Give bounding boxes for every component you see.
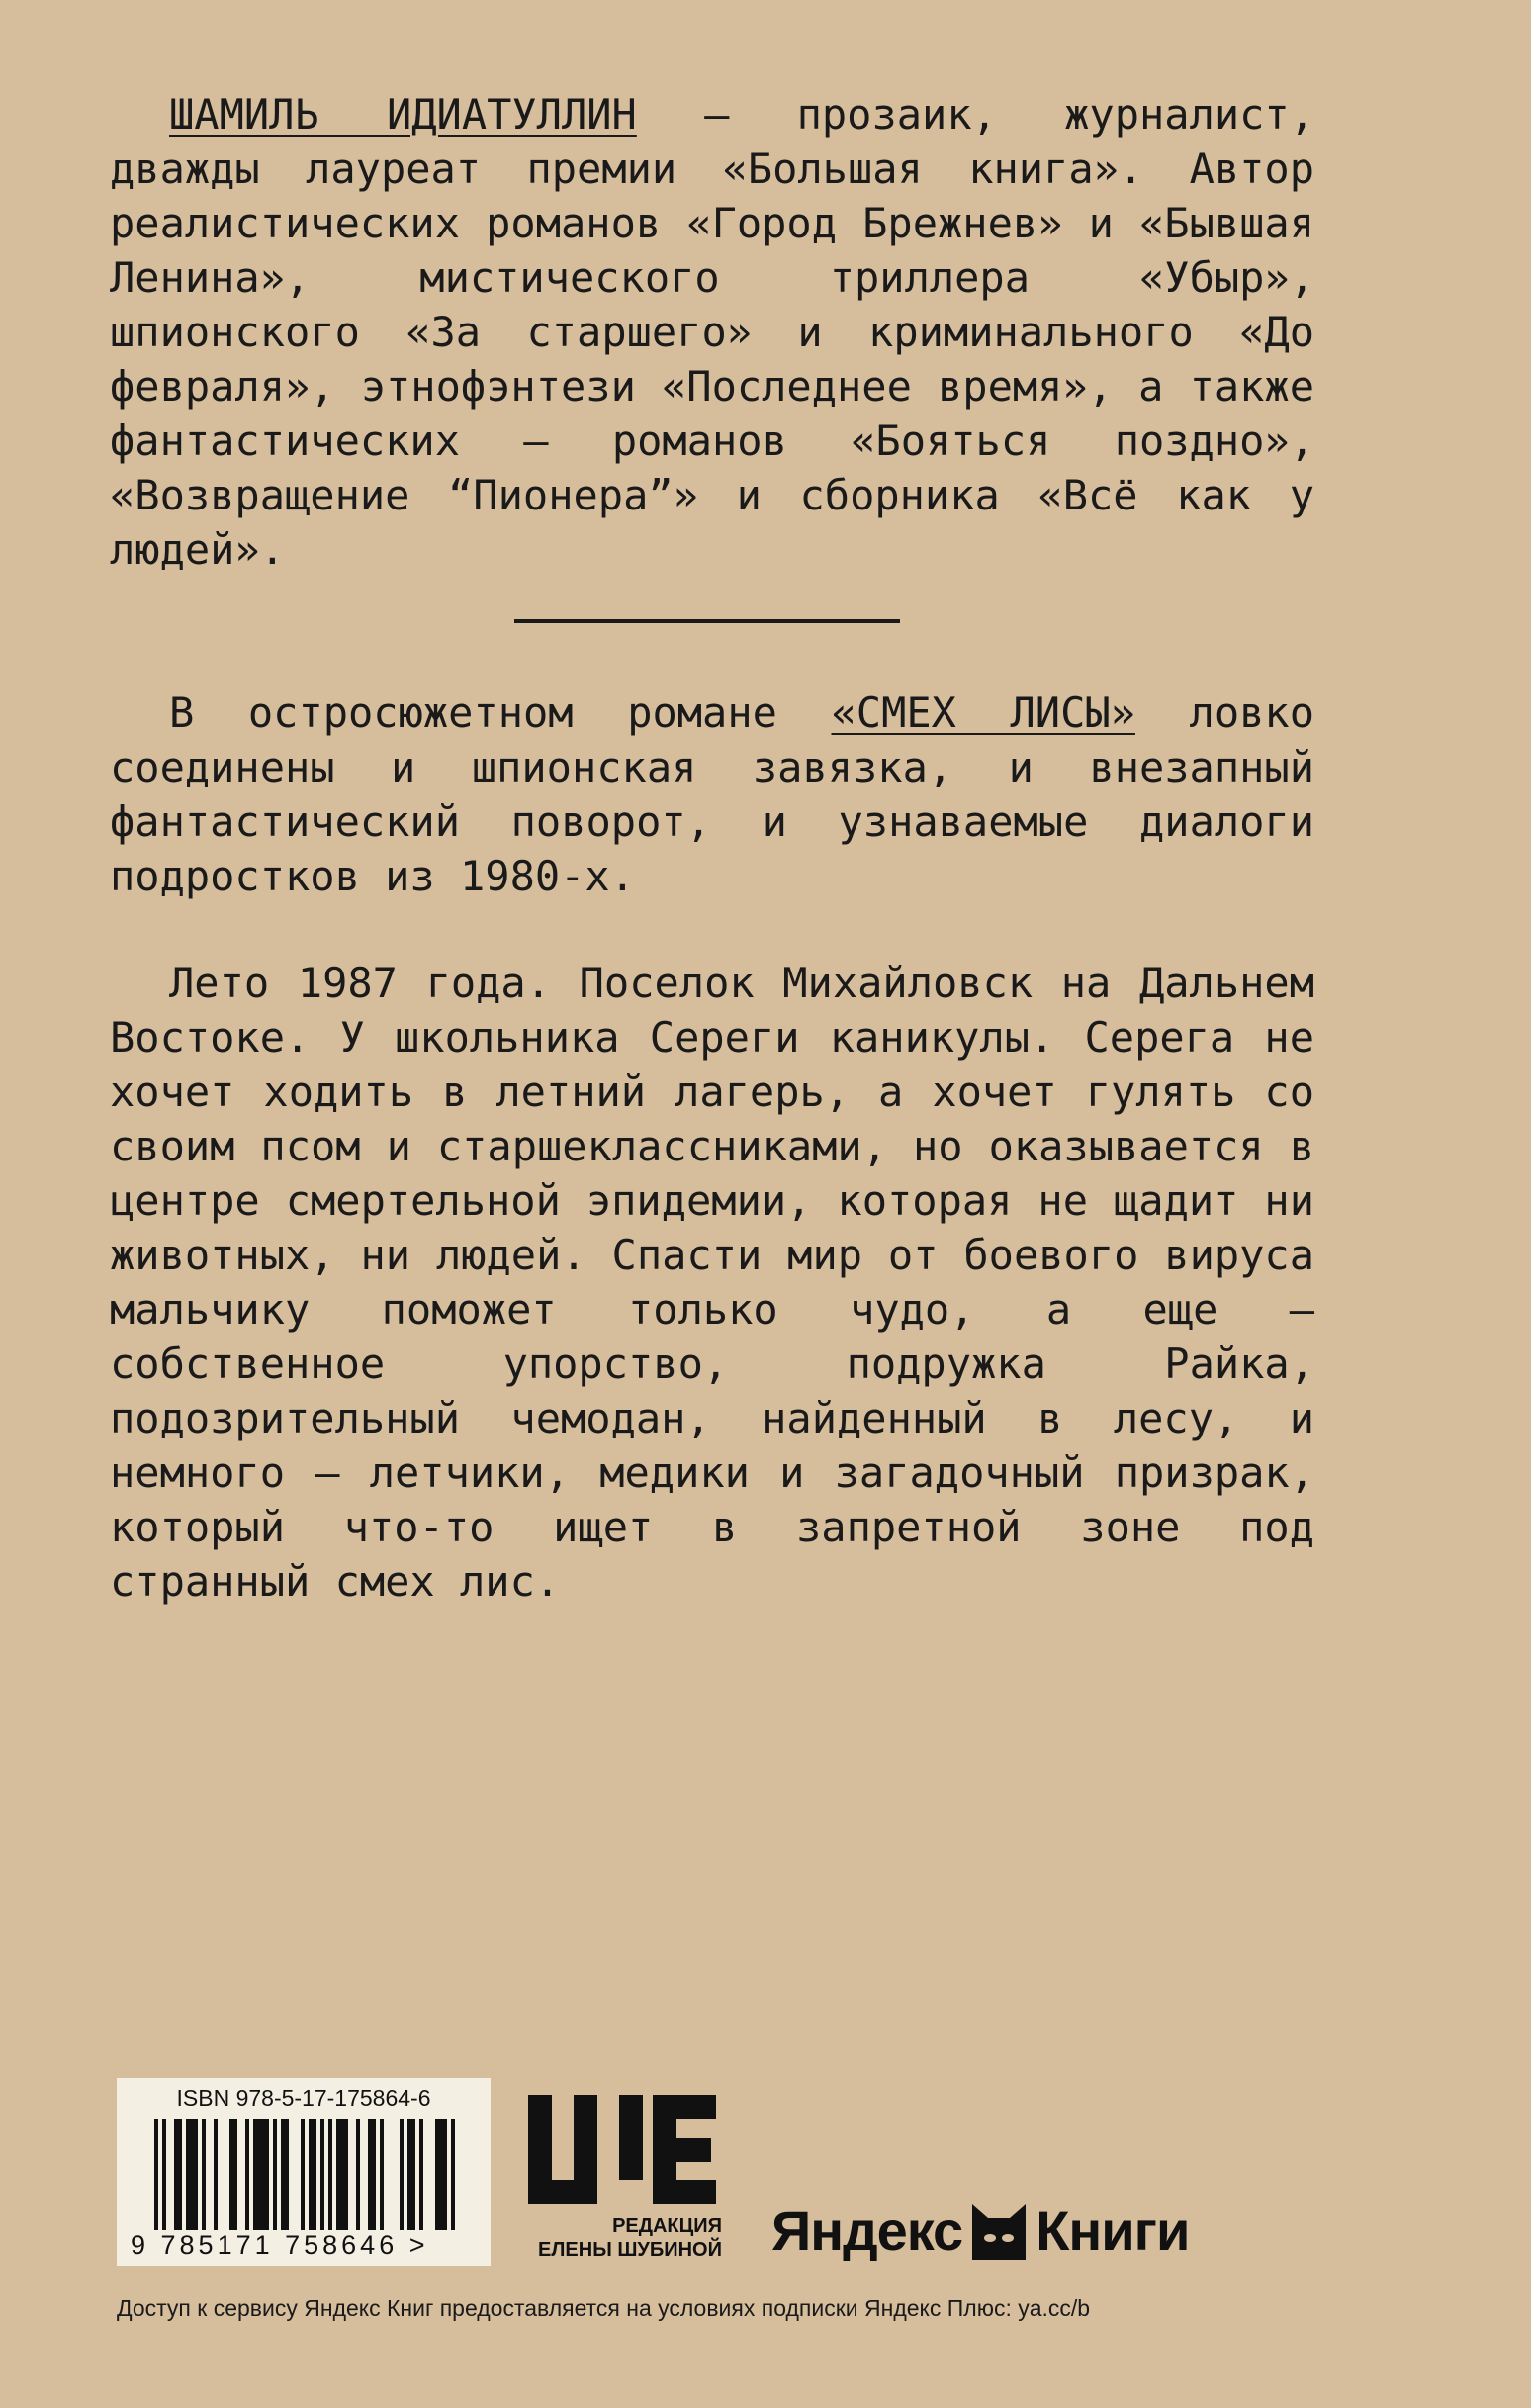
yandex-word: Яндекс	[771, 2199, 963, 2262]
barcode-bars	[154, 2119, 455, 2230]
synopsis-lead: В остросюжетном романе	[169, 689, 832, 737]
book-title: «СМЕХ ЛИСЫ»	[831, 689, 1135, 737]
barcode-digits: 9 785171 758646 >	[131, 2230, 429, 2260]
synopsis-plot	[110, 956, 1314, 1609]
synopsis-intro-text: ловко соединены и шпионская завязка, и внезапный фантастический поворот, и узнаваемые диалоги подростков из 1980-х.	[110, 689, 1314, 900]
author-bio-paragraph	[110, 87, 1314, 577]
isbn-barcode	[117, 2078, 491, 2266]
author-bio-text: — прозаик, журналист, дважды лауреат премии «Большая книга». Автор реалистических романов «Город Брежнев» и «Бывшая Ленина», мистического триллера «Убыр», шпионского «За старшего» и криминального «До февраля», этнофэнтези «Последнее время», а также фантастических — романов «Бояться поздно», «Возвращение “Пионера”» и сборника «Всё как у людей».	[110, 90, 1314, 574]
cat-icon	[970, 2200, 1028, 2262]
author-name: ШАМИЛЬ ИДИАТУЛЛИН	[169, 90, 637, 139]
shubina-logo-icon	[528, 2095, 716, 2204]
yandex-books-logo	[771, 2198, 1189, 2263]
shubina-line-1: РЕДАКЦИЯ	[612, 2215, 722, 2237]
synopsis-plot-paragraph: Лето 1987 года. Поселок Михайловск на Дальнем Востоке. У школьника Сереги каникулы. Серега не хочет ходить в летний лагерь, а хочет гулять со своим псом и старшеклассниками, но оказывается в центре смертельной эпидемии, которая не щадит ни животных, ни людей. Спасти мир от боевого вируса мальчику поможет только чудо, а еще — собственное упорство, подружка Райка, подозрительный чемодан, найденный в лесу, и немного — летчики, медики и загадочный призрак, который что-то ищет в запретной зоне под странный смех лис.	[110, 959, 1314, 1606]
section-divider	[514, 619, 900, 623]
author-bio	[110, 87, 1314, 577]
shubina-line-2: ЕЛЕНЫ ШУБИНОЙ	[538, 2239, 722, 2261]
synopsis-intro-paragraph	[110, 686, 1314, 903]
books-word: Книги	[1036, 2199, 1190, 2262]
isbn-label: ISBN 978-5-17-175864-6	[176, 2085, 431, 2111]
synopsis-intro	[110, 686, 1314, 903]
shubina-wordmark	[524, 2214, 722, 2262]
subscription-note: Доступ к сервису Яндекс Книг предоставляется на условиях подписки Яндекс Плюс: ya.cc/b	[117, 2295, 1091, 2321]
